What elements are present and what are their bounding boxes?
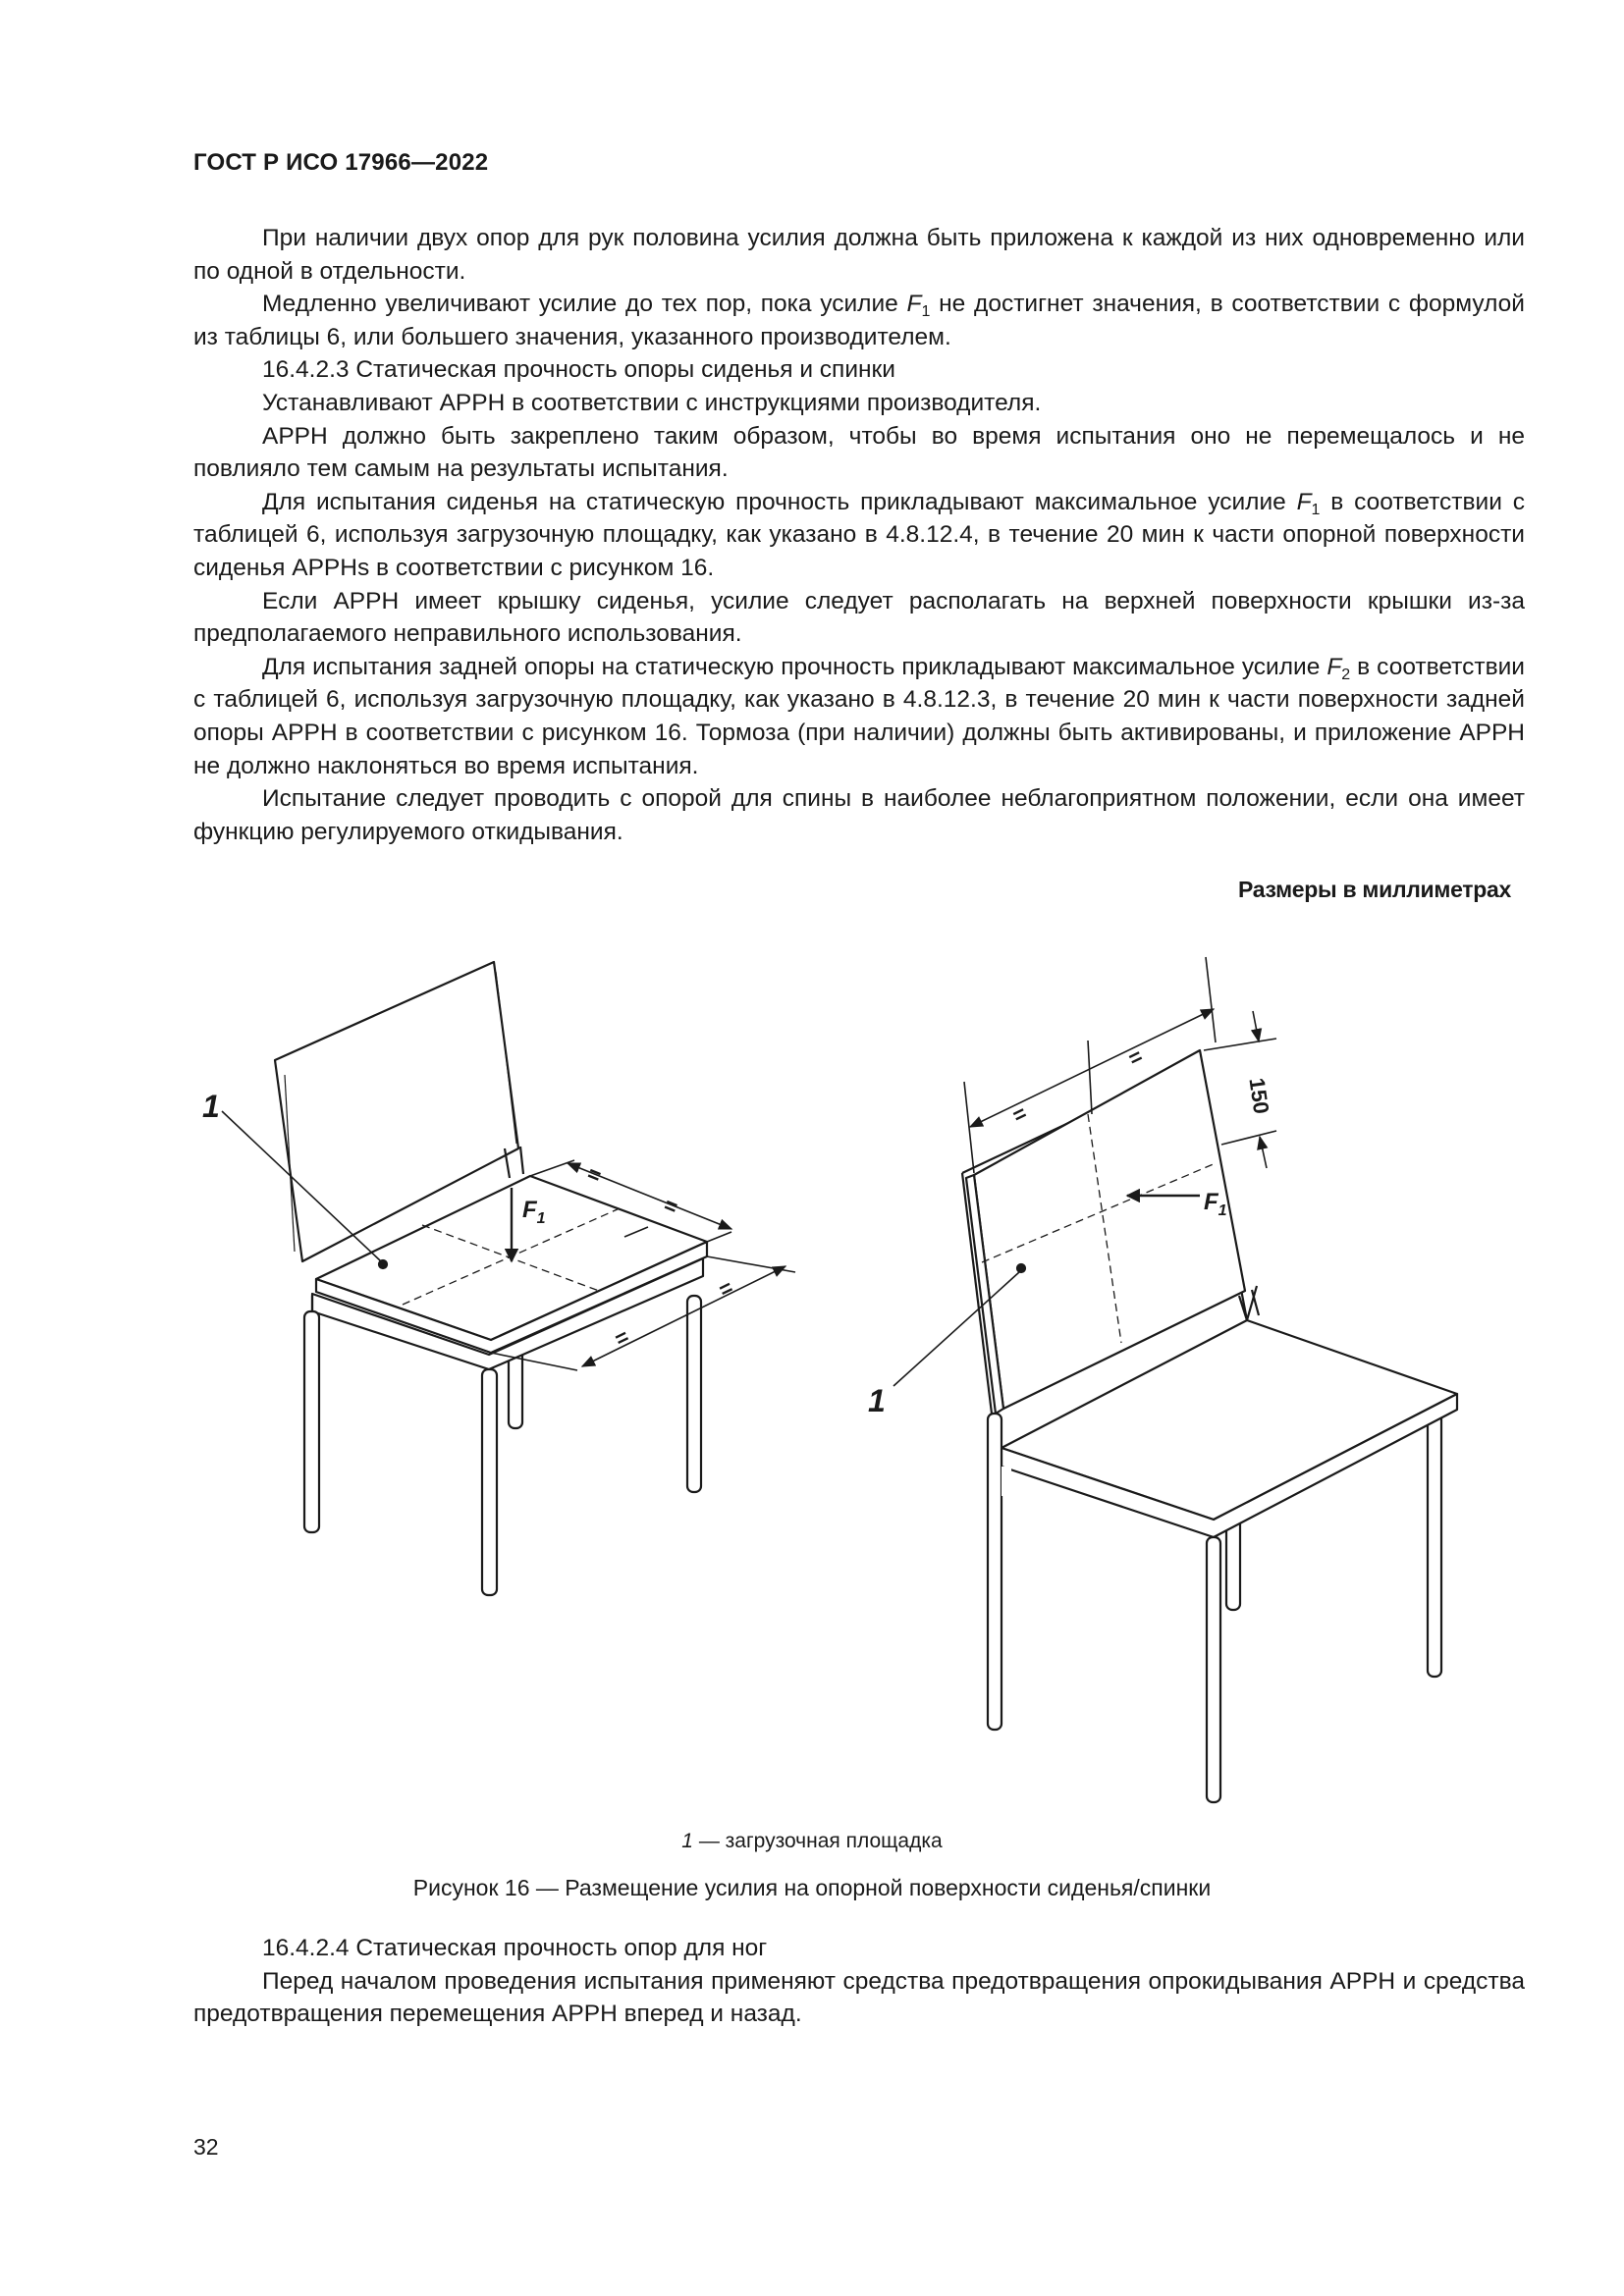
paragraph: АРРН должно быть закреплено таким образом, чтобы во время испытания оно не перемещалось и не повлияло тем самым на результаты испытания.: [193, 422, 1525, 483]
document-header: ГОСТ Р ИСО 17966—2022: [193, 149, 489, 176]
figure-16-drawing: [0, 913, 1624, 1816]
figure-legend: 1 — загрузочная площадка: [681, 1830, 943, 1852]
body-text: [193, 222, 1525, 848]
section-heading: 16.4.2.4 Статическая прочность опор для ног: [262, 1935, 768, 1961]
paragraph: Испытание следует проводить с опорой для спины в наиболее неблагоприятном положении, если она имеет функцию регулируемого откидывания.: [193, 785, 1525, 845]
dimension-150: 150: [1244, 1076, 1274, 1116]
paragraph: Для испытания сиденья на статическую прочность прикладывают максимальное усилие $F_1$ в соответствии с таблицей 6, используя загрузочную площадку, как указано в 4.8.12.4, в течение 20 мин к части опорной поверхности сиденья АРРНs в соответствии с рисунком 16.: [193, 488, 1525, 581]
paragraph: Если АРРН имеет крышку сиденья, усилие следует располагать на верхней поверхности крышки из-за предполагаемого неправильного использования.: [193, 587, 1525, 648]
equal-mark: =: [714, 1274, 737, 1303]
paragraph: Для испытания задней опоры на статическую прочность прикладывают максимальное усилие $F_2$ в соответствии с таблицей 6, используя загрузочную площадку, как указано в 4.8.12.3, в течение 20 мин к части поверхности задней опоры АРРН в соответствии с рисунком 16. Тормоза (при наличии) должны быть активированы, и приложение АРРН не должно наклоняться во время испытания.: [193, 653, 1525, 779]
equal-mark: =: [660, 1192, 682, 1220]
section-16-4-2-4: [193, 1932, 1525, 2031]
paragraph: Перед началом проведения испытания применяют средства предотвращения опрокидывания АРРН и средства предотвращения перемещения АРРН вперед и назад.: [193, 1967, 1525, 2028]
paragraph: При наличии двух опор для рук половина усилия должна быть приложена к каждой из них одновременно или по одной в отдельности.: [193, 225, 1525, 285]
page-number: 32: [193, 2134, 219, 2160]
equal-mark: =: [610, 1323, 633, 1352]
force-label-right: $F_1$: [1204, 1189, 1227, 1219]
equal-mark: =: [1124, 1043, 1147, 1072]
force-label-left: $F_1$: [522, 1197, 546, 1227]
section-heading: 16.4.2.3 Статическая прочность опоры сиденья и спинки: [262, 356, 895, 384]
paragraph: Медленно увеличивают усилие до тех пор, пока усилие $F_1$ не достигнет значения, в соответствии с формулой из таблицы 6, или большего значения, указанного производителем.: [193, 291, 1525, 350]
left-chair: [275, 962, 707, 1595]
callout-right: 1: [868, 1383, 886, 1418]
figure-caption: Рисунок 16 — Размещение усилия на опорной поверхности сиденья/спинки: [412, 1875, 1212, 1900]
units-note: Размеры в миллиметрах: [1238, 877, 1511, 902]
callout-left: 1: [202, 1089, 220, 1124]
equal-mark: =: [1008, 1100, 1031, 1129]
paragraph: Устанавливают АРРН в соответствии с инструкциями производителя.: [262, 389, 1042, 416]
right-chair: [962, 1050, 1457, 1802]
equal-mark: =: [583, 1160, 606, 1189]
